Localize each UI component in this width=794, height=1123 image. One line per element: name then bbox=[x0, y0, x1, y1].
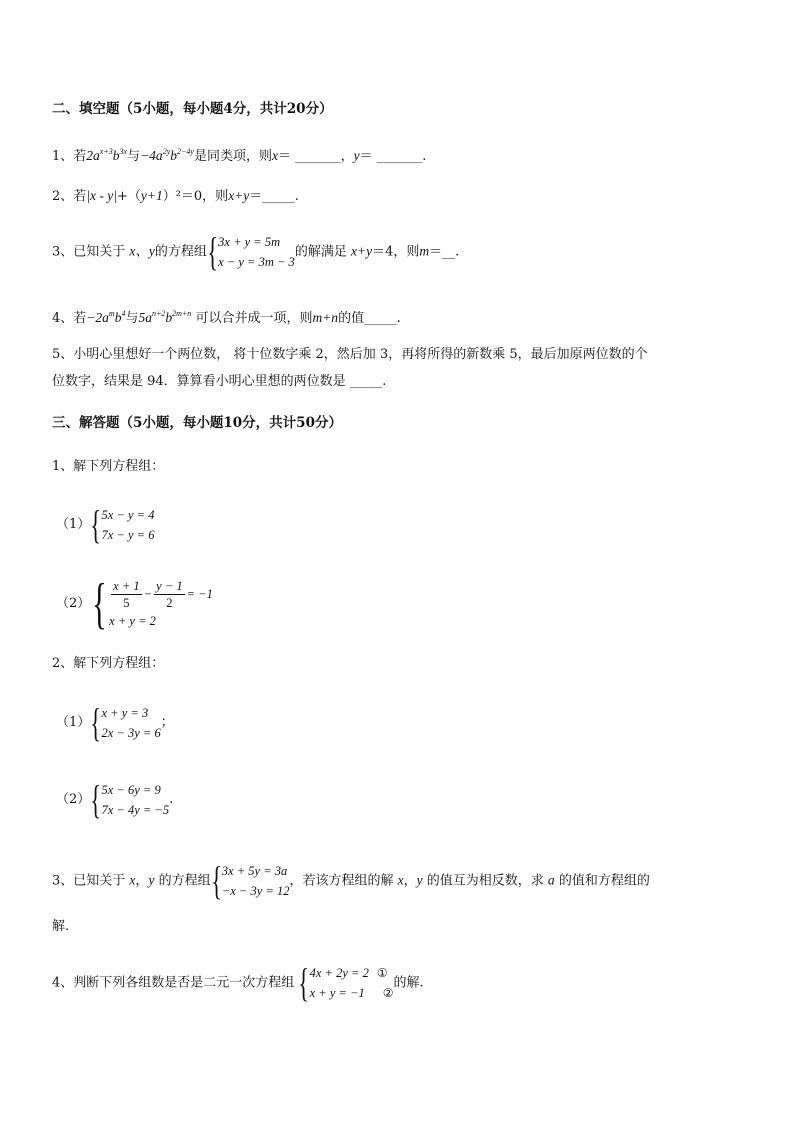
punctuation: . bbox=[169, 792, 174, 807]
fraction: $\frac{y - 1}{2}$ bbox=[156, 579, 183, 611]
question-number: 2、若 bbox=[52, 189, 87, 204]
fill-question-3 bbox=[52, 229, 460, 274]
brace: { bbox=[298, 960, 310, 1005]
connector-text: 与 bbox=[125, 311, 139, 326]
equation-row: 5x − 6y = 9 bbox=[101, 783, 161, 797]
question-text: 的值和方程组的 bbox=[558, 873, 650, 889]
answer-blank: ＝ _______. bbox=[359, 149, 427, 164]
math-vars: x、y bbox=[129, 243, 155, 259]
answer-blank: ＝ _______， bbox=[277, 149, 354, 164]
equation-system bbox=[298, 960, 394, 1005]
question-text: 的解. bbox=[393, 975, 424, 991]
solve-question-2-title: 2、解下列方程组： bbox=[52, 656, 165, 671]
math-term: x+y bbox=[350, 243, 373, 259]
equation-system bbox=[207, 229, 295, 274]
equation-row: 7x − y = 6 bbox=[101, 528, 155, 542]
question-text: ＝4，则 bbox=[372, 244, 420, 260]
part-label: （1） bbox=[56, 715, 91, 730]
var-y: y bbox=[353, 148, 360, 163]
question-text: 可以合并成一项，则 bbox=[195, 311, 313, 326]
connector-text: 与 bbox=[127, 149, 141, 164]
equation-row: 5x − y = 4 bbox=[101, 508, 155, 522]
equation-row: 3x + y = 5m bbox=[218, 235, 281, 249]
brace: { bbox=[92, 573, 108, 635]
question-number: 1、若 bbox=[52, 149, 87, 164]
question-text: 是同类项，则 bbox=[193, 149, 272, 164]
equation-row: 2x − 3y = 6 bbox=[101, 726, 161, 740]
circled-one-mark: ① bbox=[376, 966, 388, 980]
section-3-heading: 三、解答题（5小题，每小题10分，共计50分） bbox=[52, 415, 342, 431]
solve-question-3 bbox=[52, 858, 650, 903]
fill-question-1 bbox=[52, 142, 426, 167]
var-y: y bbox=[148, 872, 155, 888]
brace: { bbox=[207, 229, 218, 274]
fraction-equation-row: $\frac{x + 1}{5}$ − $\frac{y - 1}{2}$ = −1 bbox=[113, 579, 213, 611]
solve-question-2-part-2 bbox=[56, 777, 174, 822]
equation-system bbox=[90, 777, 170, 822]
question-text: 的值互为相反数，求 bbox=[426, 873, 544, 889]
abs-expression: |x - y| bbox=[86, 188, 117, 203]
math-term: $2a^{x+3}b^{3x}$ bbox=[86, 147, 128, 163]
equation-system bbox=[90, 700, 161, 745]
question-text: 的解满足 bbox=[294, 244, 347, 260]
equation-row: x + y = 2 bbox=[109, 614, 156, 629]
fill-question-4 bbox=[52, 304, 401, 329]
var-x: x bbox=[271, 148, 278, 163]
question-text: ）²＝0，则 bbox=[162, 189, 229, 204]
question-number: 3、已知关于 bbox=[52, 873, 126, 889]
brace: { bbox=[90, 700, 102, 745]
fill-question-5-line-1: 5、小明心里想好一个两位数， 将十位数字乘 2，然后加 3，再将所得的新数乘 5，最后加原两位数的个 bbox=[52, 347, 648, 362]
answer-blank: ＝__. bbox=[429, 244, 460, 260]
fraction: $\frac{x + 1}{5}$ bbox=[113, 579, 140, 611]
var-a: a bbox=[547, 872, 555, 888]
math-term: y+1 bbox=[140, 188, 163, 203]
brace: { bbox=[90, 777, 102, 822]
fill-question-5-line-2: 位数字，结果是 94．算算看小明心里想的两位数是 _____. bbox=[52, 374, 387, 389]
circled-two-mark: ② bbox=[382, 986, 394, 1000]
equation-system bbox=[210, 858, 290, 903]
math-term: $5a^{n+2}b^{2m+n}$ bbox=[138, 309, 192, 325]
solve-question-1-part-1 bbox=[56, 502, 155, 547]
equation-row: x + y = 3 bbox=[101, 706, 149, 720]
question-number: 4、若 bbox=[52, 311, 87, 326]
equation-system bbox=[90, 502, 155, 547]
question-text: +（ bbox=[116, 189, 141, 204]
section-2-heading: 二、填空题（5小题，每小题4分，共计20分） bbox=[52, 101, 333, 117]
equation-row: 3x + 5y = 3a bbox=[221, 864, 288, 878]
equation-system bbox=[90, 574, 213, 634]
math-term: $-4a^{2y}b^{2-4y}$ bbox=[140, 147, 194, 163]
part-label: （1） bbox=[56, 517, 91, 532]
math-term: m+n bbox=[312, 310, 339, 325]
separator: ， bbox=[135, 873, 149, 889]
equation-row: 7x − 4y = −5 bbox=[101, 803, 170, 817]
question-text: 的方程组 bbox=[154, 244, 207, 260]
separator: ， bbox=[403, 873, 417, 889]
answer-blank: ＝_____. bbox=[249, 189, 299, 204]
equation-row: x + y = −1 ② bbox=[309, 986, 394, 1000]
equation-row: −x − 3y = 12 bbox=[221, 884, 290, 898]
question-number: 3、已知关于 bbox=[52, 244, 126, 260]
question-text: 4、判断下列各组数是否是二元一次方程组 bbox=[52, 975, 295, 991]
var-y: y bbox=[416, 872, 423, 888]
var-x: x bbox=[397, 872, 404, 888]
part-label: （2） bbox=[56, 596, 91, 611]
var-m: m bbox=[419, 243, 430, 259]
var-x: x bbox=[129, 872, 136, 888]
question-text: 的方程组 bbox=[158, 873, 211, 889]
question-text: ，若该方程组的解 bbox=[289, 873, 394, 889]
answer-blank: 的值_____. bbox=[338, 311, 401, 326]
math-term: x+y bbox=[228, 188, 250, 203]
math-term: $-2a^mb^4$ bbox=[86, 309, 126, 325]
solve-question-1-part-2 bbox=[56, 574, 213, 634]
fill-question-2 bbox=[52, 186, 299, 207]
brace: { bbox=[210, 858, 222, 903]
solve-question-2-part-1 bbox=[56, 700, 174, 745]
part-label: （2） bbox=[56, 792, 91, 807]
punctuation: ； bbox=[160, 715, 174, 730]
equation-row: 4x + 2y = 2 ① bbox=[309, 966, 388, 980]
solve-question-1-title: 1、解下列方程组： bbox=[52, 459, 165, 474]
solve-question-3-continuation: 解. bbox=[52, 919, 70, 934]
solve-question-4 bbox=[52, 960, 424, 1005]
brace: { bbox=[90, 502, 102, 547]
equation-row: x − y = 3m − 3 bbox=[218, 255, 295, 269]
